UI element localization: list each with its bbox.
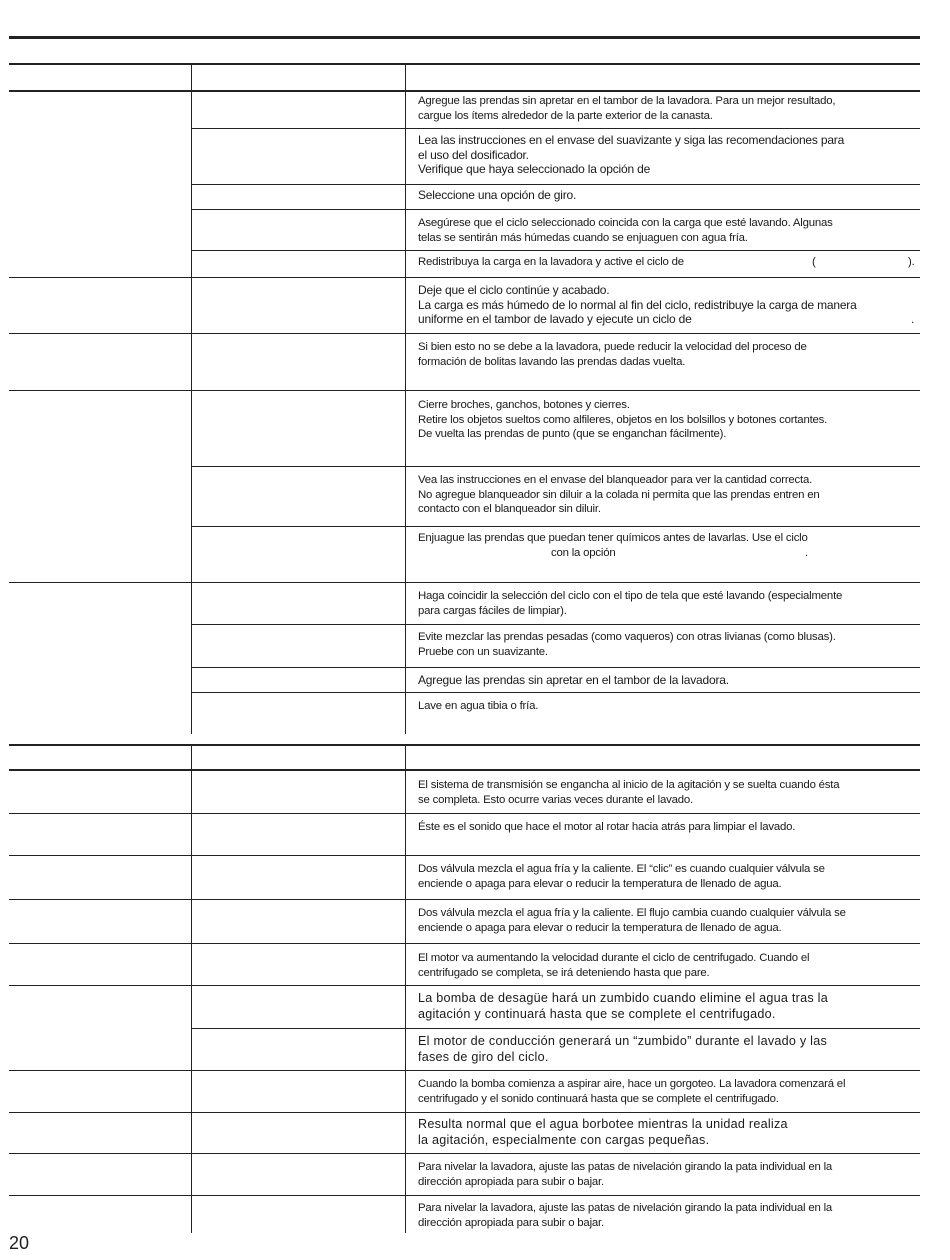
table1-col-divider-1 <box>191 64 192 734</box>
table1-group-rule <box>9 582 920 583</box>
table2-solution-cell <box>418 1077 918 1106</box>
table2-row-rule <box>191 1028 920 1029</box>
solution-fragment: ). <box>908 256 915 268</box>
table2-solution-cell <box>418 862 918 891</box>
solution-line: Resulta normal que el agua borbotee mientras la unidad realiza <box>418 1117 788 1131</box>
solution-line: dirección apropiada para subir o bajar. <box>418 1216 604 1229</box>
table1-row-rule <box>191 526 920 527</box>
solution-line: dirección apropiada para subir o bajar. <box>418 1175 604 1188</box>
solution-line: formación de bolitas lavando las prendas dadas vuelta. <box>418 355 686 368</box>
table1-solution-cell <box>418 531 918 560</box>
solution-line: Agregue las prendas sin apretar en el tambor de la lavadora. Para un mejor resultado, <box>418 95 836 107</box>
table1-row-rule <box>191 250 920 251</box>
table2-row-rule <box>9 1112 920 1113</box>
table1-solution-cell <box>418 699 918 714</box>
solution-fragment: . <box>911 312 915 326</box>
solution-line: Para nivelar la lavadora, ajuste las patas de nivelación girando la pata individual en la <box>418 1161 833 1173</box>
table1-solution-cell <box>418 94 918 123</box>
solution-line: Enjuague las prendas que puedan tener químicos antes de lavarlas. Use el ciclo <box>418 532 808 544</box>
solution-line: Vea las instrucciones en el envase del blanqueador para ver la cantidad correcta. <box>418 474 813 486</box>
table2-col-divider-2 <box>405 745 406 1233</box>
solution-line: Para nivelar la lavadora, ajuste las patas de nivelación girando la pata individual en la <box>418 1202 833 1214</box>
table1-solution-cell <box>418 673 918 688</box>
table2-solution-cell <box>418 1034 918 1065</box>
solution-line: El motor de conducción generará un “zumbido” durante el lavado y las <box>418 1034 828 1048</box>
table1-group-rule <box>9 277 920 278</box>
solution-line: fases de giro del ciclo. <box>418 1049 549 1064</box>
table2-row-rule <box>9 813 920 814</box>
table2-row-rule <box>9 985 920 986</box>
solution-line: Seleccione una opción de giro. <box>418 188 577 202</box>
solution-line: Lave en agua tibia o fría. <box>418 700 539 712</box>
table1-solution-cell <box>418 188 918 203</box>
solution-line: Redistribuya la carga en la lavadora y active el ciclo de <box>418 256 684 268</box>
table1-solution-cell <box>418 473 918 517</box>
solution-line: la agitación, especialmente con cargas pequeñas. <box>418 1132 710 1147</box>
table1-solution-cell <box>418 216 918 245</box>
solution-line: Cuando la bomba comienza a aspirar aire, hace un gorgoteo. La lavadora comenzará el <box>418 1078 846 1090</box>
table1-group-rule <box>9 390 920 391</box>
table1-solution-cell <box>418 398 918 442</box>
solution-line: agitación y continuará hasta que se complete el centrifugado. <box>418 1006 776 1021</box>
solution-line: centrifugado y el sonido continuará hasta que se complete el centrifugado. <box>418 1092 779 1105</box>
solution-line: Lea las instrucciones en el envase del suavizante y siga las recomendaciones para <box>418 133 845 147</box>
table2-solution-cell <box>418 906 918 935</box>
table2-row-rule <box>9 1153 920 1154</box>
table1-solution-cell <box>418 340 918 369</box>
solution-line: Éste es el sonido que hace el motor al rotar hacia atrás para limpiar el lavado. <box>418 821 796 833</box>
table2-solution-cell <box>418 1160 918 1189</box>
table2-row-rule <box>9 899 920 900</box>
table1-solution-cell <box>418 630 918 659</box>
table2-col-divider-1 <box>191 745 192 1233</box>
table2-row-rule <box>9 1070 920 1071</box>
solution-line: No agregue blanqueador sin diluir a la colada ni permita que las prendas entren en <box>418 488 820 501</box>
top-rule <box>9 36 920 39</box>
solution-line: Dos válvula mezcla el agua fría y la caliente. El flujo cambia cuando cualquier válvula se <box>418 907 846 919</box>
solution-line: el uso del dosificador. <box>418 147 529 162</box>
solution-line: Dos válvula mezcla el agua fría y la caliente. El “clic” es cuando cualquier válvula se <box>418 863 825 875</box>
solution-fragment: ( <box>812 256 816 268</box>
page-number: 20 <box>9 1233 30 1253</box>
solution-line: Pruebe con un suavizante. <box>418 645 548 658</box>
table1-solution-cell <box>418 589 918 618</box>
solution-fragment: . <box>805 546 808 559</box>
solution-line: enciende o apaga para elevar o reducir la temperatura de llenado de agua. <box>418 921 782 934</box>
solution-line: telas se sentirán más húmedas cuando se enjuaguen con agua fría. <box>418 231 748 244</box>
solution-line: cargue los ítems alrededor de la parte exterior de la canasta. <box>418 109 713 122</box>
table1-row-rule <box>191 209 920 210</box>
table1-row-rule <box>191 624 920 625</box>
solution-line: contacto con el blanqueador sin diluir. <box>418 503 601 515</box>
table2-header-top-rule <box>9 744 920 746</box>
table1-row-rule <box>191 128 920 129</box>
solution-line: Cierre broches, ganchos, botones y cierres. <box>418 399 630 411</box>
solution-line: La bomba de desagüe hará un zumbido cuando elimine el agua tras la <box>418 991 828 1005</box>
table1-solution-cell <box>418 255 918 270</box>
table2-header-bottom-rule <box>9 769 920 771</box>
solution-line: para cargas fáciles de limpiar). <box>418 604 567 617</box>
table1-group-rule <box>9 333 920 334</box>
solution-line: De vuelta las prendas de punto (que se enganchan fácilmente). <box>418 428 727 440</box>
solution-line: Verifique que haya seleccionado la opción de <box>418 162 651 176</box>
table2-row-rule <box>9 855 920 856</box>
table2-solution-cell <box>418 820 918 835</box>
solution-line: Haga coincidir la selección del ciclo con el tipo de tela que esté lavando (especialmente <box>418 590 843 602</box>
table1-solution-cell <box>418 283 918 327</box>
table2-row-rule <box>9 1195 920 1196</box>
table1-row-rule <box>191 692 920 693</box>
solution-line: Deje que el ciclo continúe y acabado. <box>418 283 610 297</box>
table2-row-rule <box>9 943 920 944</box>
solution-line: El motor va aumentando la velocidad durante el ciclo de centrifugado. Cuando el <box>418 952 810 964</box>
solution-line: Si bien esto no se debe a la lavadora, puede reducir la velocidad del proceso de <box>418 341 807 353</box>
table2-solution-cell <box>418 951 918 980</box>
table1-header-top-rule <box>9 63 920 65</box>
solution-line: centrifugado se completa, se irá deteniendo hasta que pare. <box>418 966 710 979</box>
solution-line: El sistema de transmisión se engancha al inicio de la agitación y se suelta cuando ésta <box>418 779 840 791</box>
solution-line: uniforme en el tambor de lavado y ejecute un ciclo de <box>418 312 692 326</box>
solution-line: Retire los objetos sueltos como alfileres, objetos en los bolsillos y botones cortantes. <box>418 413 828 426</box>
solution-line: con la opción <box>551 546 616 559</box>
solution-line: Asegúrese que el ciclo seleccionado coincida con la carga que esté lavando. Algunas <box>418 217 833 229</box>
table2-solution-cell <box>418 778 918 807</box>
table1-header-bottom-rule <box>9 90 920 92</box>
table1-col-divider-2 <box>405 64 406 734</box>
table1-row-rule <box>191 667 920 668</box>
solution-line: La carga es más húmedo de lo normal al fin del ciclo, redistribuye la carga de manera <box>418 297 857 312</box>
table2-solution-cell <box>418 991 918 1022</box>
solution-line: Agregue las prendas sin apretar en el tambor de la lavadora. <box>418 673 729 687</box>
solution-line: se completa. Esto ocurre varias veces durante el lavado. <box>418 793 693 806</box>
table1-solution-cell <box>418 133 918 177</box>
table1-row-rule <box>191 184 920 185</box>
solution-line: Evite mezclar las prendas pesadas (como vaqueros) con otras livianas (como blusas). <box>418 631 836 643</box>
solution-line: enciende o apaga para elevar o reducir la temperatura de llenado de agua. <box>418 877 782 890</box>
table1-row-rule <box>191 466 920 467</box>
table2-solution-cell <box>418 1117 918 1148</box>
table2-solution-cell <box>418 1201 918 1230</box>
